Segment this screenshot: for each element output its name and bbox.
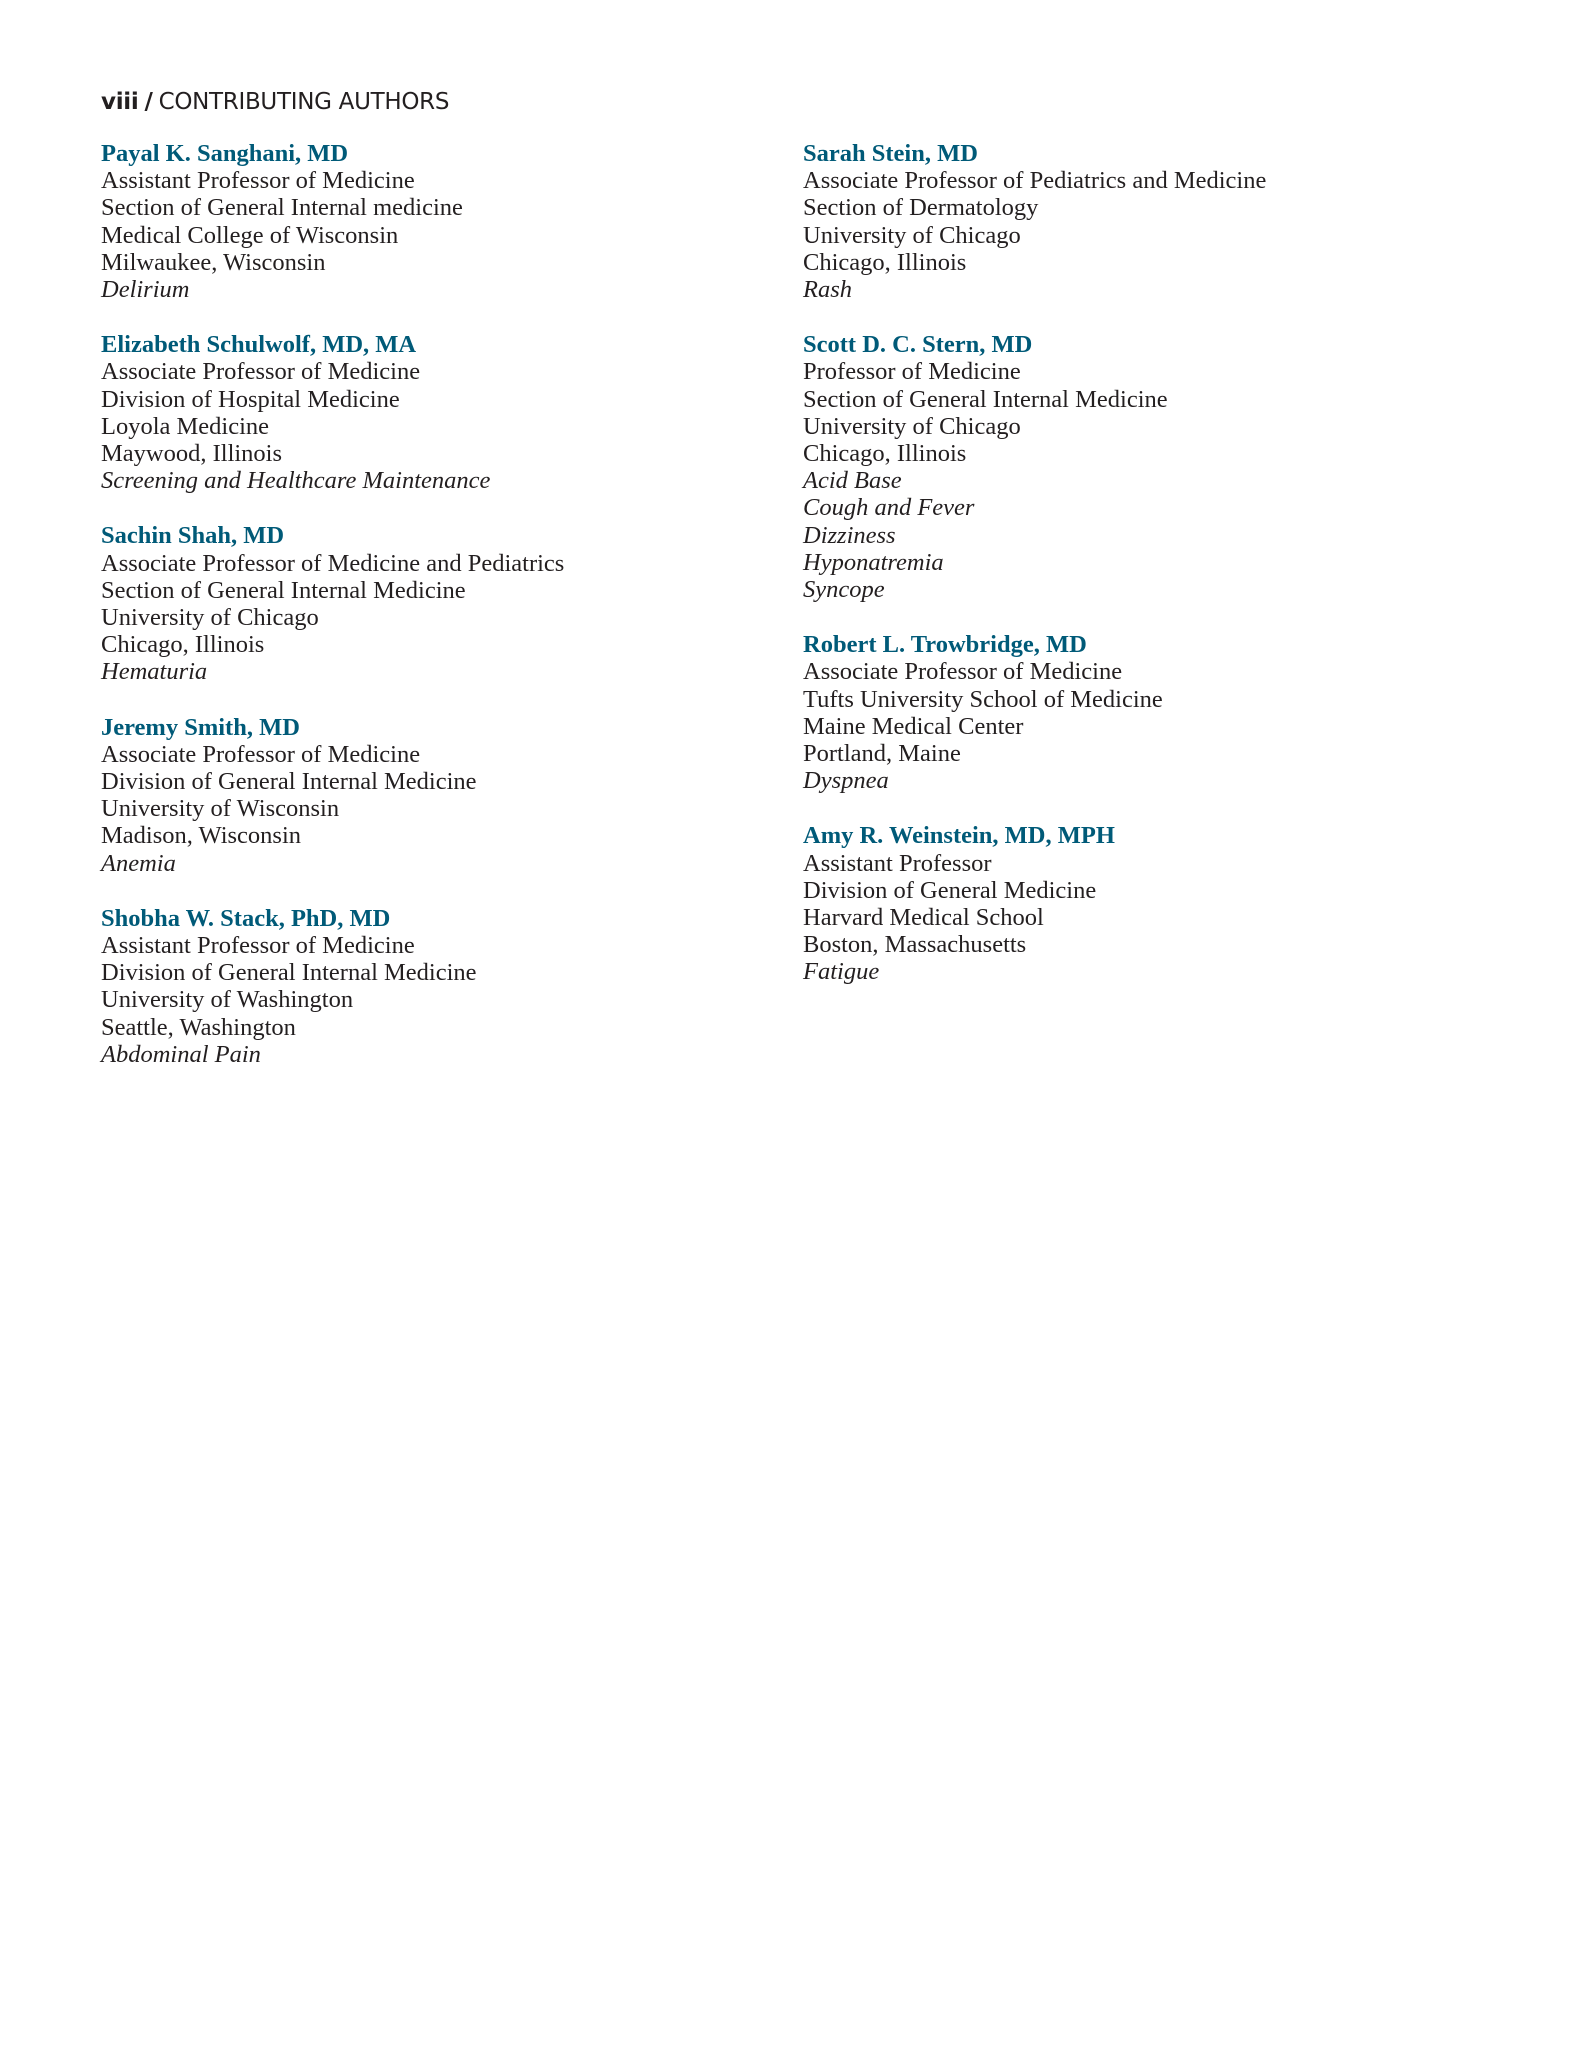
author-entry bbox=[803, 822, 1443, 985]
author-institution: University of Chicago bbox=[803, 412, 1021, 440]
author-department: Section of General Internal Medicine bbox=[101, 576, 466, 604]
author-name: Scott D. C. Stern, MD bbox=[803, 331, 1033, 359]
running-head-title: CONTRIBUTING AUTHORS bbox=[158, 89, 450, 115]
author-department: Division of General Medicine bbox=[803, 876, 1097, 904]
author-title: Assistant Professor bbox=[803, 849, 992, 877]
author-department: Division of Hospital Medicine bbox=[101, 385, 400, 413]
author-title: Professor of Medicine bbox=[803, 358, 1021, 386]
author-location: Milwaukee, Wisconsin bbox=[101, 248, 326, 276]
author-location: Chicago, Illinois bbox=[803, 440, 967, 468]
author-entry bbox=[101, 522, 741, 685]
page-number: viii bbox=[101, 89, 139, 115]
author-title: Associate Professor of Medicine bbox=[101, 740, 421, 768]
author-location: Portland, Maine bbox=[803, 740, 961, 768]
author-department: Section of Dermatology bbox=[803, 194, 1039, 222]
author-chapter: Hyponatremia bbox=[803, 548, 944, 576]
author-chapter: Screening and Healthcare Maintenance bbox=[101, 467, 491, 495]
author-name: Amy R. Weinstein, MD, MPH bbox=[803, 822, 1115, 850]
author-chapter: Hematuria bbox=[101, 658, 208, 686]
author-title: Associate Professor of Medicine bbox=[803, 658, 1123, 686]
author-chapter: Acid Base bbox=[803, 467, 902, 495]
author-entry bbox=[101, 331, 741, 494]
author-department: Section of General Internal medicine bbox=[101, 194, 463, 222]
author-department: Division of General Internal Medicine bbox=[101, 959, 477, 987]
author-entry bbox=[101, 714, 741, 877]
author-institution: University of Wisconsin bbox=[101, 795, 340, 823]
author-location: Boston, Massachusetts bbox=[803, 931, 1027, 959]
author-entry bbox=[803, 140, 1443, 303]
right-column bbox=[803, 140, 1443, 1014]
running-head-separator: / bbox=[144, 89, 153, 115]
author-title: Assistant Professor of Medicine bbox=[101, 932, 415, 960]
author-location: Chicago, Illinois bbox=[803, 248, 967, 276]
author-institution: Medical College of Wisconsin bbox=[101, 221, 399, 249]
author-entry bbox=[101, 140, 741, 303]
author-location: Chicago, Illinois bbox=[101, 631, 265, 659]
author-entry bbox=[803, 331, 1443, 603]
author-name: Sarah Stein, MD bbox=[803, 140, 978, 167]
author-title: Associate Professor of Pediatrics and Medicine bbox=[803, 167, 1267, 195]
author-entry bbox=[101, 905, 741, 1068]
author-institution: Harvard Medical School bbox=[803, 904, 1044, 932]
author-name: Elizabeth Schulwolf, MD, MA bbox=[101, 331, 417, 359]
author-department: Tufts University School of Medicine bbox=[803, 685, 1163, 713]
author-location: Madison, Wisconsin bbox=[101, 822, 302, 850]
author-chapter: Dyspnea bbox=[803, 767, 889, 795]
author-location: Seattle, Washington bbox=[101, 1013, 296, 1041]
author-institution: Loyola Medicine bbox=[101, 412, 270, 440]
author-name: Shobha W. Stack, PhD, MD bbox=[101, 904, 391, 932]
author-institution: Maine Medical Center bbox=[803, 712, 1024, 740]
author-chapter: Anemia bbox=[101, 849, 176, 877]
author-entry bbox=[803, 631, 1443, 794]
author-name: Sachin Shah, MD bbox=[101, 522, 285, 550]
author-name: Jeremy Smith, MD bbox=[101, 713, 300, 741]
author-chapter: Syncope bbox=[803, 576, 885, 604]
author-name: Payal K. Sanghani, MD bbox=[101, 140, 349, 167]
author-chapter: Delirium bbox=[101, 276, 190, 304]
author-chapter: Rash bbox=[803, 276, 852, 304]
author-institution: University of Chicago bbox=[803, 221, 1021, 249]
author-institution: University of Washington bbox=[101, 986, 354, 1014]
author-chapter: Abdominal Pain bbox=[101, 1040, 261, 1068]
author-department: Division of General Internal Medicine bbox=[101, 768, 477, 796]
author-title: Assistant Professor of Medicine bbox=[101, 167, 415, 195]
author-chapter: Fatigue bbox=[803, 958, 880, 986]
author-chapter: Cough and Fever bbox=[803, 494, 975, 522]
running-head bbox=[101, 89, 449, 115]
author-chapter: Dizziness bbox=[803, 521, 896, 549]
author-location: Maywood, Illinois bbox=[101, 440, 283, 468]
author-name: Robert L. Trowbridge, MD bbox=[803, 631, 1087, 659]
author-title: Associate Professor of Medicine bbox=[101, 358, 421, 386]
author-institution: University of Chicago bbox=[101, 604, 319, 632]
left-column bbox=[101, 140, 741, 1096]
author-department: Section of General Internal Medicine bbox=[803, 385, 1168, 413]
author-title: Associate Professor of Medicine and Pediatrics bbox=[101, 549, 565, 577]
